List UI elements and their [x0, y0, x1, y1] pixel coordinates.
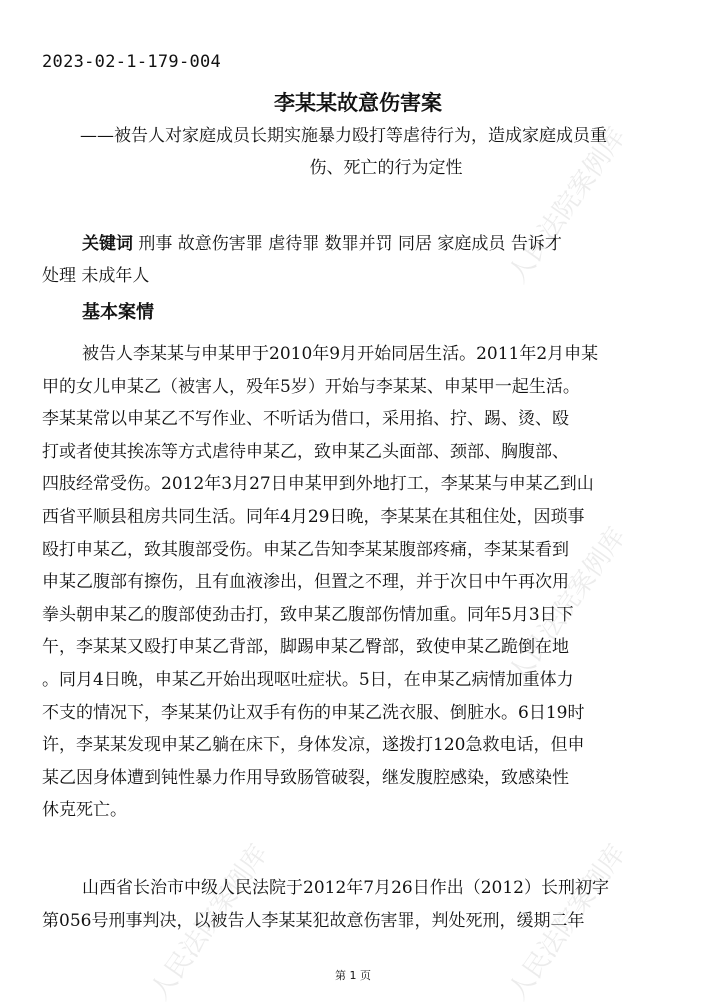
watermark-top-right: 人民法院案例库 [502, 122, 632, 289]
paragraph-line: 山西省长治市中级人民法院于2012年7月26日作出（2012）长刑初字 [82, 878, 609, 898]
watermark-middle-right: 人民法院案例库 [502, 522, 632, 689]
keywords-label: 关键词 [82, 234, 133, 254]
paragraph-line: 四肢经常受伤。2012年3月27日申某甲到外地打工，李某某与申某乙到山 [42, 474, 594, 495]
paragraph-line: 午，李某某又殴打申某乙背部，脚踢申某乙臀部，致使申某乙跪倒在地 [42, 637, 569, 658]
case-number: 2023-02-1-179-004 [42, 52, 222, 72]
paragraph-judgment [42, 872, 664, 937]
paragraph-line: 某乙因身体遭到钝性暴力作用导致肠管破裂，继发腹腔感染，致感染性 [42, 767, 569, 788]
paragraph-line: 李某某常以申某乙不写作业、不听话为借口，采用掐、拧、踢、烫、殴 [42, 409, 569, 430]
paragraph-line: 。同月4日晚，申某乙开始出现呕吐症状。5日，在申某乙病情加重体力 [42, 669, 574, 690]
paragraph-line: 被告人李某某与申某甲于2010年9月开始同居生活。2011年2月申某 [82, 344, 599, 364]
paragraph-line: 西省平顺县租房共同生活。同年4月29日晚，李某某在其租住处，因琐事 [42, 506, 585, 527]
subtitle-line-2: 伤、死亡的行为定性 [309, 158, 463, 178]
paragraph-line: 许，李某某发现申某乙躺在床下，身体发凉，遂拨打120急救电话，但申 [42, 735, 585, 756]
keywords-text-2: 处理 未成年人 [42, 266, 150, 286]
section-heading-basic-facts: 基本案情 [82, 302, 154, 323]
watermark-bottom-right: 人民法院案例库 [502, 839, 632, 1006]
paragraph-line: 不支的情况下，李某某仍让双手有伤的申某乙洗衣服、倒脏水。6日19时 [42, 702, 585, 723]
page-number: 第 1 页 [335, 969, 371, 982]
watermark-bottom-left: 人民法院案例库 [144, 839, 274, 1006]
paragraph-line: 甲的女儿申某乙（被害人，殁年5岁）开始与李某某、申某甲一起生活。 [42, 376, 580, 397]
subtitle-line-1: ——被告人对家庭成员长期实施暴力殴打等虐待行为，造成家庭成员重 [80, 126, 607, 146]
keywords-block [42, 228, 664, 292]
paragraph-line: 第056号刑事判决，以被告人李某某犯故意伤害罪，判处死刑，缓期二年 [42, 910, 585, 931]
keywords-text-1: 刑事 故意伤害罪 虐待罪 数罪并罚 同居 家庭成员 告诉才 [138, 234, 562, 254]
paragraph-line: 休克死亡。 [42, 800, 127, 821]
document-subtitle [80, 120, 670, 184]
paragraph-line: 申某乙腹部有擦伤，且有血液渗出，但置之不理，并于次日中午再次用 [42, 572, 569, 593]
paragraph-case-facts [42, 338, 664, 827]
paragraph-line: 拳头朝申某乙的腹部使劲击打，致申某乙腹部伤情加重。同年5月3日下 [42, 604, 574, 625]
document-title: 李某某故意伤害案 [274, 90, 442, 115]
paragraph-line: 殴打申某乙，致其腹部受伤。申某乙告知李某某腹部疼痛，李某某看到 [42, 539, 569, 560]
paragraph-line: 打或者使其挨冻等方式虐待申某乙，致申某乙头面部、颈部、胸腹部、 [42, 441, 569, 462]
